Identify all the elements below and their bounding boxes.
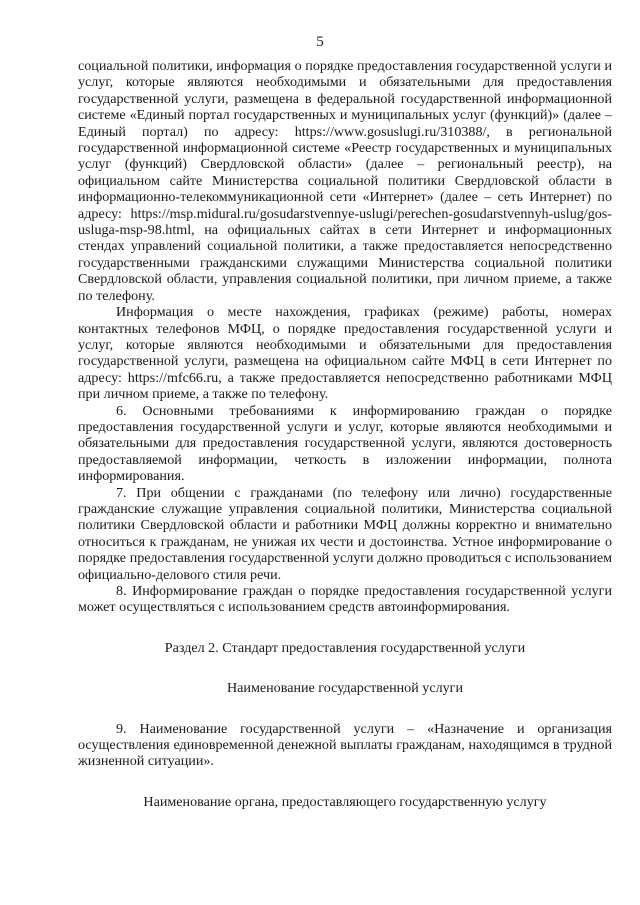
page-number: 5 [316,34,324,50]
page-body [78,58,612,810]
paragraph-item-9: 9. Наименование государственной услуги – «Назначение и организация осуществления единовременной денежной выплаты гражданам, находящимся в трудной жизненной ситуации». [78,720,612,770]
subheading-service-name: Наименование государственной услуги [226,680,463,697]
paragraph-item-8: 8. Информирование граждан о порядке предоставления государственной услуги может осуществляться с использованием средств автоинформирования. [78,583,612,616]
paragraph-portals-info: социальной политики, информация о порядке предоставления государственной услуги и услуг, которые являются необходимыми и обязательными для предоставления государственной услуги, размещена в федеральной государственной информационной системе «Единый портал государственных и муниципальных услуг (функций)» (далее – Единый портал) по адресу: https://www.gosuslugi.ru/310388/, в региональной государственной информационной системе «Реестр государственных и муниципальных услуг (функций) Свердловской области» (далее – региональный реестр), на официальном сайте Министерства социальной политики Свердловской области в информационно-телекоммуникационной сети «Интернет» (далее – сеть Интернет) по адресу: https://msp.midural.ru/gosudarstvennye-uslugi/perechen-gosudarstvennyh-uslug/gos-usluga-msp-98.html, на официальных сайтах в сети Интернет и информационных стендах управлений социальной политики, а также предоставляется непосредственно государственными гражданскими служащими Министерства социальной политики Свердловской области, управления социальной политики, при личном приеме, а также по телефону. [78,58,612,304]
subheading-providing-body: Наименование органа, предоставляющего государственную услугу [143,793,547,810]
section-heading: Раздел 2. Стандарт предоставления государственной услуги [164,639,526,656]
paragraph-mfc-info: Информация о месте нахождения, графиках (режиме) работы, номерах контактных телефонов МФЦ, о порядке предоставления государственной услуги и услуг, которые являются необходимыми и обязательными для предоставления государственной услуги, размещена на официальном сайте МФЦ в сети Интернет по адресу: https://mfc66.ru, а также предоставляется непосредственно работниками МФЦ при личном приеме, а также по телефону. [78,304,612,403]
paragraph-item-7: 7. При общении с гражданами (по телефону или лично) государственные гражданские служащие управления социальной политики, Министерства социальной политики Свердловской области и работники МФЦ должны корректно и внимательно относиться к гражданам, не унижая их чести и достоинства. Устное информирование о порядке предоставления государственной услуги должно проводиться с использованием официально-делового стиля речи. [78,484,612,583]
paragraph-item-6: 6. Основными требованиями к информированию граждан о порядке предоставления государственной услуги и услуг, которые являются необходимыми и обязательными для предоставления государственной услуги, являются достоверность предоставляемой информации, четкость в изложении информации, полнота информирования. [78,402,612,485]
